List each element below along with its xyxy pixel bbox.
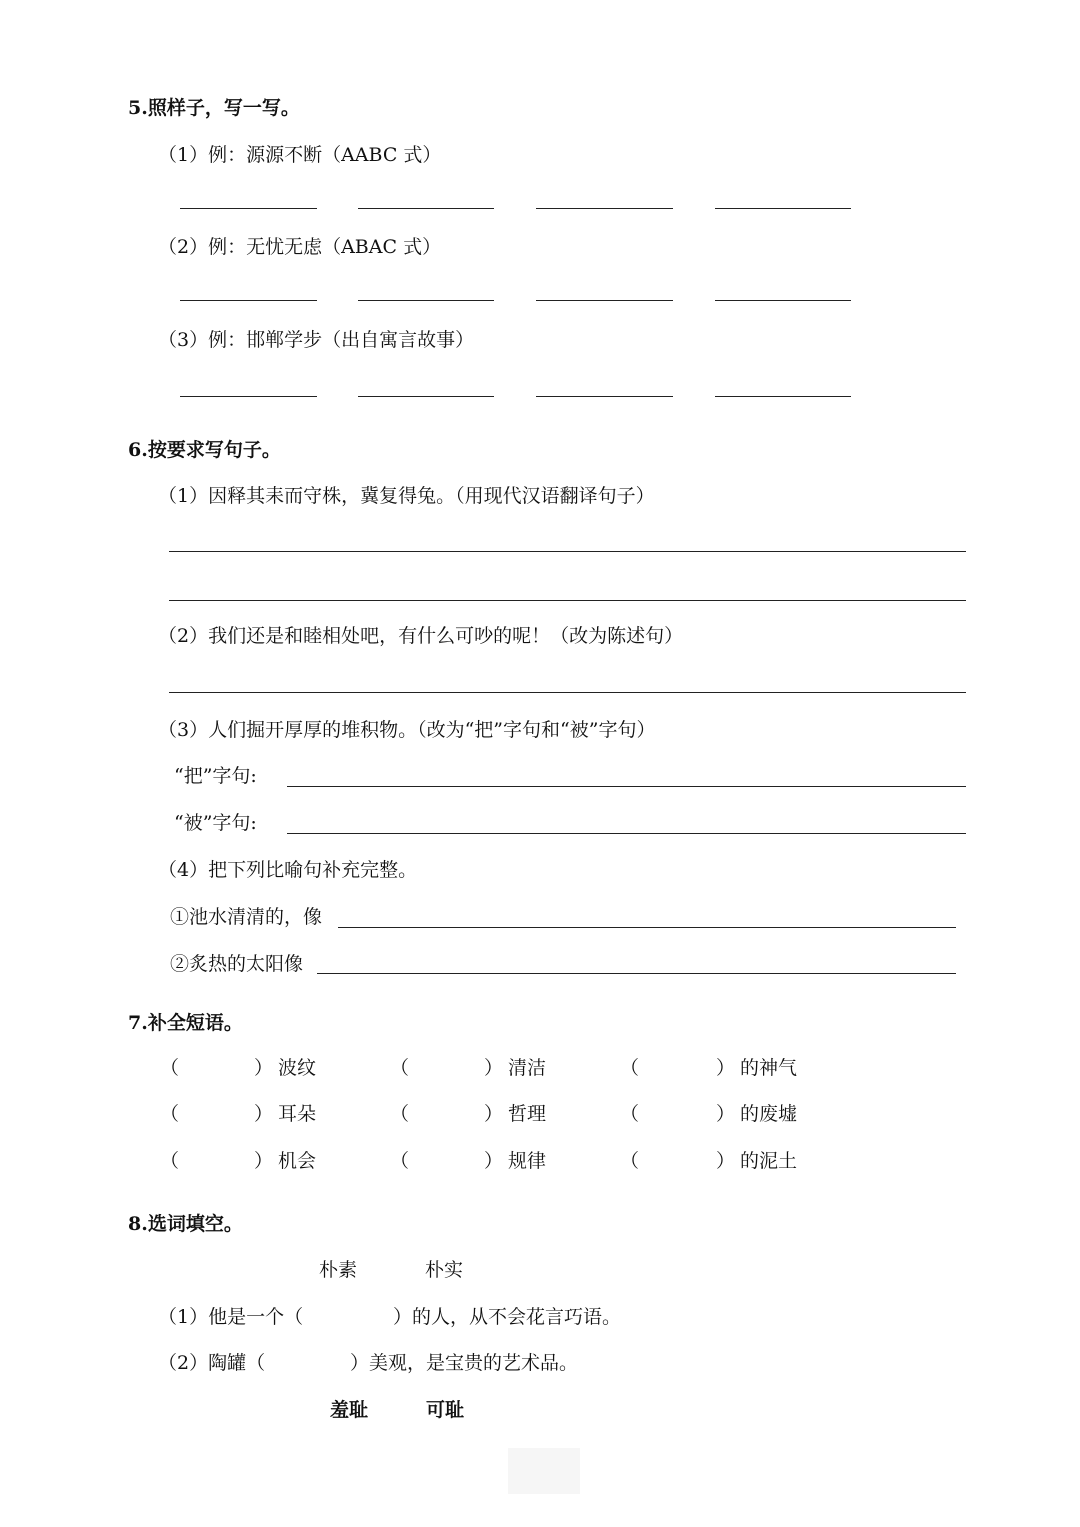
q5-item-2-blank-4[interactable] [715, 300, 851, 301]
phrase-open-paren: （ [390, 1057, 410, 1079]
phrase-word: 的神气 [740, 1057, 798, 1079]
ba-sentence-blank[interactable] [287, 786, 966, 787]
phrase-word: 的废墟 [740, 1103, 798, 1125]
phrase-close-paren: ） [716, 1057, 736, 1079]
phrase-close-paren: ） [254, 1057, 274, 1079]
word-choice-1a: 朴素 [319, 1259, 358, 1281]
q5-item-1-blank-3[interactable] [536, 208, 673, 209]
simile-1-blank[interactable] [338, 927, 956, 928]
phrase-open-paren: （ [390, 1103, 410, 1125]
q8-sentence-2-start: （2）陶罐（ [158, 1352, 266, 1374]
q5-item-1-label: （1）例：源源不断（AABC 式） [158, 144, 442, 166]
ba-sentence-label: “把”字句: [174, 765, 257, 787]
q5-item-3-label: （3）例：邯郸学步（出自寓言故事） [158, 329, 475, 351]
phrase-word: 规律 [508, 1150, 547, 1172]
phrase-open-paren: （ [620, 1057, 640, 1079]
q5-item-3-blank-4[interactable] [715, 396, 851, 397]
phrase-close-paren: ） [484, 1150, 504, 1172]
q5-item-1-blank-4[interactable] [715, 208, 851, 209]
q5-item-2-blank-2[interactable] [358, 300, 494, 301]
q5-item-2-blank-1[interactable] [180, 300, 317, 301]
q5-item-2-label: （2）例：无忧无虑（ABAC 式） [158, 236, 442, 258]
bei-sentence-label: “被”字句: [174, 812, 257, 834]
q5-item-3-blank-1[interactable] [180, 396, 317, 397]
q5-item-2-blank-3[interactable] [536, 300, 673, 301]
q6-item-2-answer-line[interactable] [169, 692, 966, 693]
phrase-word: 耳朵 [278, 1103, 317, 1125]
word-choice-2a: 羞耻 [330, 1399, 369, 1421]
q8-sentence-1-start: （1）他是一个（ [158, 1306, 304, 1328]
phrase-close-paren: ） [484, 1057, 504, 1079]
q5-item-3-blank-3[interactable] [536, 396, 673, 397]
word-choice-1b: 朴实 [425, 1259, 464, 1281]
phrase-word: 波纹 [278, 1057, 317, 1079]
q5-item-3-blank-2[interactable] [358, 396, 494, 397]
simile-2-label: ②炙热的太阳像 [170, 953, 304, 975]
phrase-close-paren: ） [254, 1150, 274, 1172]
phrase-close-paren: ） [254, 1103, 274, 1125]
phrase-close-paren: ） [716, 1103, 736, 1125]
phrase-close-paren: ） [484, 1103, 504, 1125]
simile-2-blank[interactable] [317, 973, 956, 974]
q6-item-1-label: （1）因释其耒而守株，冀复得兔。（用现代汉语翻译句子） [158, 485, 655, 507]
phrase-word: 机会 [278, 1150, 317, 1172]
phrase-open-paren: （ [160, 1057, 180, 1079]
q6-item-1-answer-line-2[interactable] [169, 600, 966, 601]
bei-sentence-blank[interactable] [287, 833, 966, 834]
phrase-close-paren: ） [716, 1150, 736, 1172]
phrase-open-paren: （ [620, 1150, 640, 1172]
simile-1-label: ①池水清清的，像 [170, 906, 323, 928]
phrase-word: 哲理 [508, 1103, 547, 1125]
page-smudge [508, 1448, 580, 1494]
q6-item-3-label: （3）人们掘开厚厚的堆积物。（改为“把”字句和“被”字句） [158, 719, 656, 741]
q6-item-1-answer-line-1[interactable] [169, 551, 966, 552]
q6-title: 6.按要求写句子。 [128, 439, 281, 461]
q7-title: 7.补全短语。 [128, 1012, 243, 1034]
q5-title: 5.照样子，写一写。 [128, 97, 300, 119]
q5-item-1-blank-1[interactable] [180, 208, 317, 209]
q8-sentence-1-end: ）的人，从不会花言巧语。 [393, 1306, 622, 1328]
q6-item-2-label: （2）我们还是和睦相处吧，有什么可吵的呢！（改为陈述句） [158, 625, 684, 647]
q8-sentence-2-end: ）美观，是宝贵的艺术品。 [350, 1352, 579, 1374]
phrase-open-paren: （ [390, 1150, 410, 1172]
phrase-open-paren: （ [620, 1103, 640, 1125]
q8-title: 8.选词填空。 [128, 1213, 243, 1235]
word-choice-2b: 可耻 [426, 1399, 465, 1421]
phrase-word: 的泥土 [740, 1150, 798, 1172]
phrase-word: 清洁 [508, 1057, 547, 1079]
q5-item-1-blank-2[interactable] [358, 208, 494, 209]
phrase-open-paren: （ [160, 1103, 180, 1125]
phrase-open-paren: （ [160, 1150, 180, 1172]
q6-item-4-label: （4）把下列比喻句补充完整。 [158, 859, 418, 881]
